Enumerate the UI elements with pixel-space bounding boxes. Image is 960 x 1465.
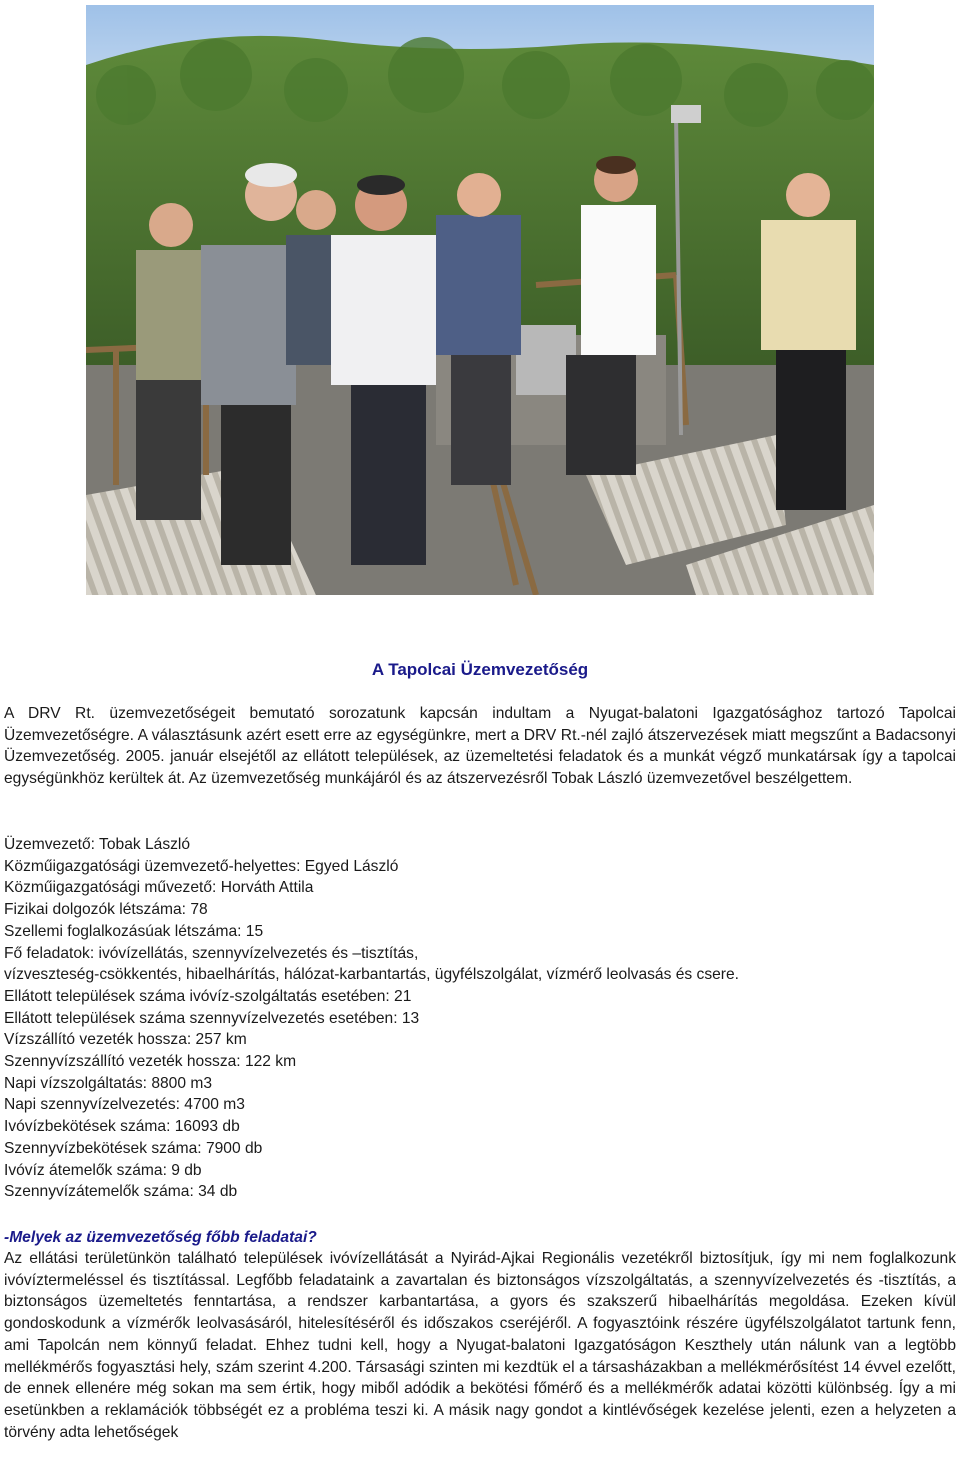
stat-line: Ivóvízbekötések száma: 16093 db	[4, 1118, 240, 1136]
stat-line: vízveszteség-csökkentés, hibaelhárítás, hálózat-karbantartás, ügyfélszolgálat, vízmérő leolvasás és csere.	[4, 966, 739, 984]
stat-line: Napi szennyvízelvezetés: 4700 m3	[4, 1096, 245, 1114]
group-photo	[86, 5, 874, 595]
article-title: A Tapolcai Üzemvezetőség	[371, 660, 589, 679]
stat-line: Fizikai dolgozók létszáma: 78	[4, 901, 208, 919]
stat-line: Szennyvízszállító vezeték hossza: 122 km	[4, 1053, 297, 1071]
stats-list	[4, 834, 956, 1203]
stat-line: Vízszállító vezeték hossza: 257 km	[4, 1031, 247, 1049]
stat-line: Ellátott települések száma ivóvíz-szolgáltatás esetében: 21	[4, 987, 412, 1005]
answer-paragraph: Az ellátási területünkön található települések ivóvízellátását a Nyirád-Ajkai Regionális vezetékről biztosítjuk, így mi nem foglalkozunk ivóvíztermeléssel és tisztítással. Legfőbb feladataink a zavartalan és biztonságos vízszolgáltatás, a szennyvízelvezetés és -tisztítás, a biztonságos üzemeltetés fenntartása, a rendszer karbantartása, a gyors és szakszerű hibaelhárítás megoldása. Ezeken kívül gondoskodunk a vízmérők leolvasásáról, hitelesítéséről és időszakos cseréjéről. A fogyasztóink részére ügyfélszolgálatot tartunk fenn, ami Tapolcán nem könnyű feladat. Ehhez tudni kell, hogy a Nyugat-balatoni Igazgatóságon Keszthely után nálunk van a legtöbb mellékmérős fogyasztási hely, szám szerint 4.200. Társasági szinten mi kezdtük el a társasházakban a mellékmérősítést 14 évvel ezelőtt, de ennek ellenére még sokan ma sem értik, hogy miből adódik a bekötési főmérő és a mellékmérők adatai közötti különbség. Így a mi esetünkben a reklamációk többségét ez a probléma teszi ki. A másik nagy gondot a kintlévőségek kezelése jelenti, ezen a helyzeten a törvény adta lehetőségek	[4, 1250, 956, 1441]
interview-question: -Melyek az üzemvezetőség főbb feladatai?	[4, 1229, 317, 1246]
stat-line: Ellátott települések száma szennyvízelvezetés esetében: 13	[4, 1009, 420, 1027]
stat-line: Szellemi foglalkozásúak létszáma: 15	[4, 922, 264, 940]
stat-line: Fő feladatok: ivóvízellátás, szennyvízelvezetés és –tisztítás,	[4, 944, 419, 962]
stat-line: Üzemvezető: Tobak László	[4, 836, 191, 853]
stat-line: Közműigazgatósági üzemvezető-helyettes: Egyed László	[4, 857, 399, 875]
stat-line: Szennyvízbekötések száma: 7900 db	[4, 1139, 263, 1157]
stat-line: Ivóvíz átemelők száma: 9 db	[4, 1161, 202, 1179]
stat-line: Közműigazgatósági művezető: Horváth Attila	[4, 879, 314, 897]
intro-paragraph: A DRV Rt. üzemvezetőségeit bemutató sorozatunk kapcsán indultam a Nyugat-balatoni Igazgatósághoz tartozó Tapolcai Üzemvezetőségre. A választásunk azért esett erre az egységünkre, mert a DRV Rt.-nél zajló átszervezések miatt megszűnt a Badacsonyi Üzemvezetőség. 2005. január elsejétől az ellátott települések, az üzemeltetési feladatok és a munkát végző munkatársak így a tapolcai egységünkhöz kerültek át. Az üzemvezetőség munkájáról és az átszervezésről Tobak László üzemvezetővel beszélgettem.	[4, 705, 956, 788]
stat-line: Napi vízszolgáltatás: 8800 m3	[4, 1074, 213, 1092]
stat-line: Szennyvízátemelők száma: 34 db	[4, 1183, 238, 1201]
